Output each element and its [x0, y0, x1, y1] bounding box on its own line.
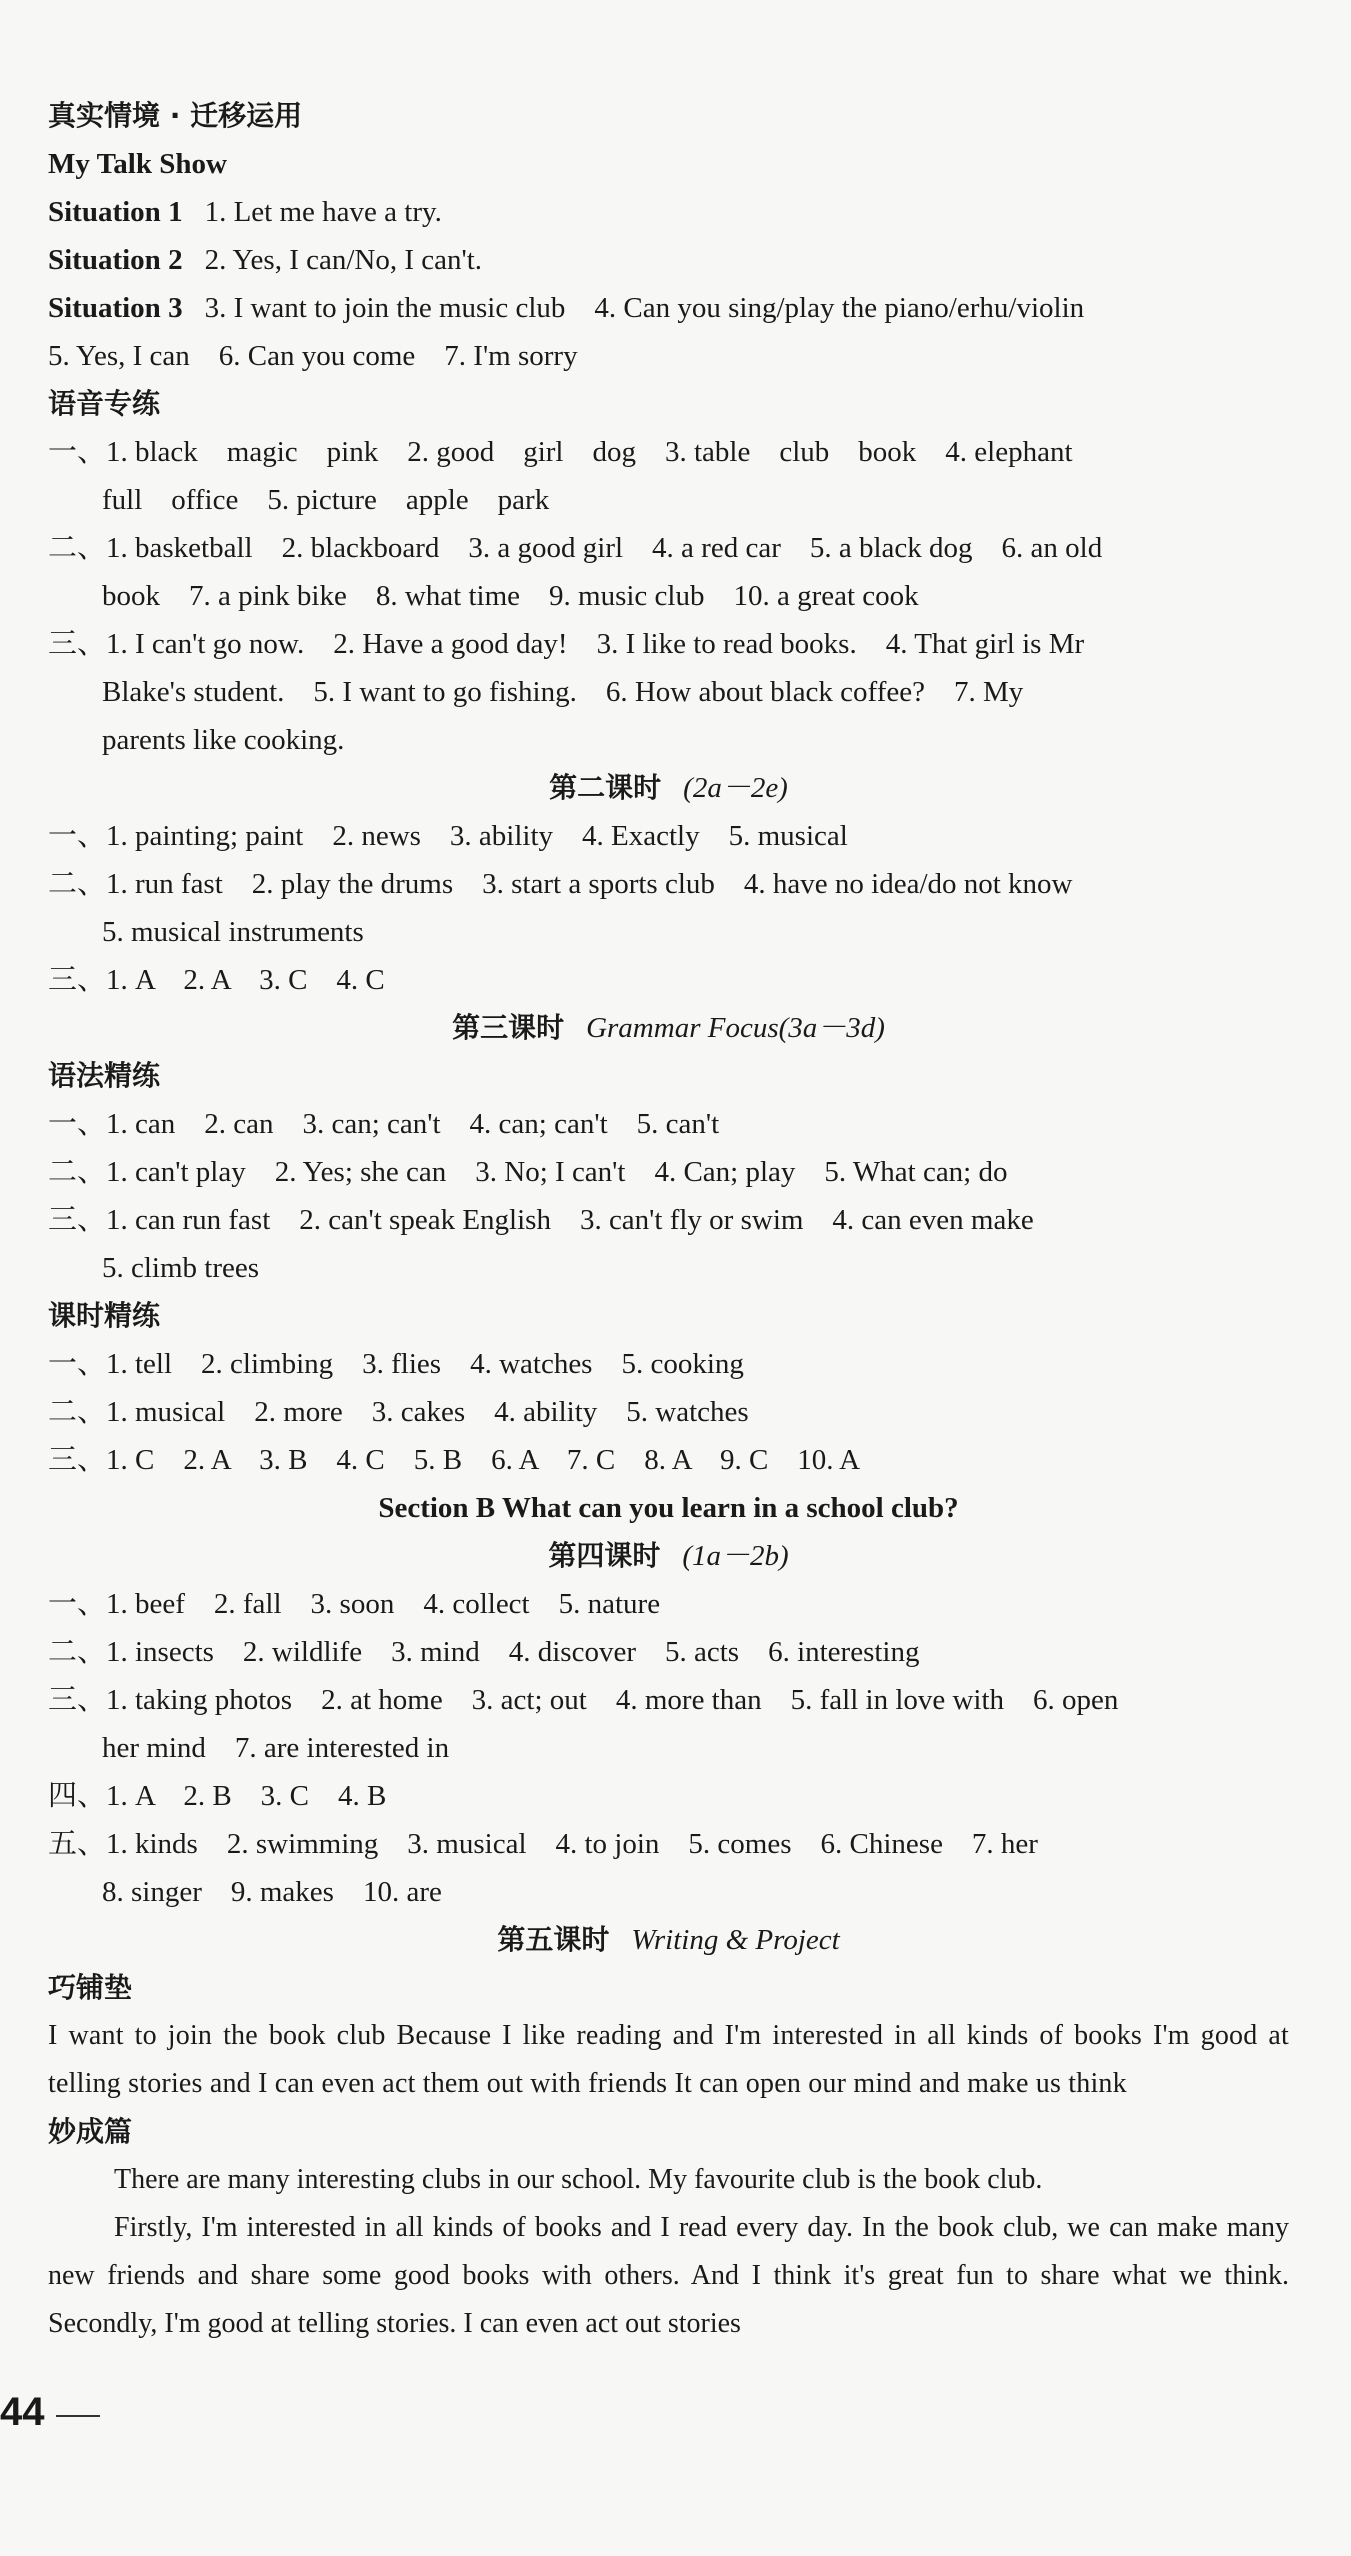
situation-2-label: Situation 2	[48, 244, 183, 276]
practice-q1: 一、1. tell 2. climbing 3. flies 4. watches 5. cooking	[48, 1348, 744, 1380]
lesson-2-q2-line2: 5. musical instruments	[102, 916, 364, 948]
practice-q3: 三、1. C 2. A 3. B 4. C 5. B 6. A 7. C 8. A 9. C 10. A	[48, 1444, 861, 1476]
lesson-2-q1: 一、1. painting; paint 2. news 3. ability 4. Exactly 5. musical	[48, 820, 848, 852]
phonics-q2-line2: book 7. a pink bike 8. what time 9. music club 10. a great cook	[102, 580, 919, 612]
situation-1-line	[48, 188, 1289, 236]
lesson-practice-title: 课时精练	[48, 1299, 161, 1332]
lesson-4-q5-line2: 8. singer 9. makes 10. are	[102, 1876, 442, 1908]
lesson-2-q3: 三、1. A 2. A 3. C 4. C	[48, 964, 385, 996]
situation-2-line	[48, 236, 1289, 284]
lesson-2-heading	[48, 764, 1289, 812]
situation-3-label: Situation 3	[48, 292, 183, 324]
lesson-4-range: (1a－2b)	[682, 1540, 789, 1572]
phonics-q3-line2: Blake's student. 5. I want to go fishing. 6. How about black coffee? 7. My	[102, 676, 1024, 708]
lesson-2-q2-line1: 二、1. run fast 2. play the drums 3. start a sports club 4. have no idea/do not know	[48, 868, 1073, 900]
section-b-title: Section B What can you learn in a school club?	[378, 1492, 959, 1524]
page-number-rule	[56, 2415, 100, 2417]
grammar-q2: 二、1. can't play 2. Yes; she can 3. No; I can't 4. Can; play 5. What can; do	[48, 1156, 1008, 1188]
situation-1-label: Situation 1	[48, 196, 183, 228]
grammar-practice-title: 语法精练	[48, 1059, 161, 1092]
lesson-4-q1: 一、1. beef 2. fall 3. soon 4. collect 5. nature	[48, 1588, 661, 1620]
lesson-5-subtitle: Writing & Project	[631, 1924, 840, 1956]
talk-show-title: My Talk Show	[48, 148, 227, 180]
preparation-title: 巧铺垫	[48, 1971, 133, 2004]
lesson-2-range: (2a－2e)	[683, 772, 788, 804]
phonics-q3-line1: 三、1. I can't go now. 2. Have a good day! 3. I like to read books. 4. That girl is Mr	[48, 628, 1085, 660]
preparation-text: I want to join the book club Because I like reading and I'm interested in all kinds of books I'm good at telling stories and I can even act them out with friends It can open our mind and make us think	[48, 2020, 1289, 2099]
lesson-4-q3-line2: her mind 7. are interested in	[102, 1732, 450, 1764]
situation-3-answer: 3. I want to join the music club 4. Can you sing/play the piano/erhu/violin	[204, 292, 1085, 324]
situation-3-continued: 5. Yes, I can 6. Can you come 7. I'm sorry	[48, 340, 578, 372]
lesson-3-heading	[48, 1004, 1289, 1052]
page-number: 44	[0, 2390, 45, 2434]
lesson-4-heading	[48, 1532, 1289, 1580]
essay-paragraph-2: Firstly, I'm interested in all kinds of books and I read every day. In the book club, we can make many new friends and share some good books with others. And I think it's great fun to share what we think. Secondly, I'm good at telling stories. I can even act out stories	[48, 2212, 1289, 2339]
lesson-4-q5-line1: 五、1. kinds 2. swimming 3. musical 4. to join 5. comes 6. Chinese 7. her	[48, 1828, 1038, 1860]
grammar-q3-line1: 三、1. can run fast 2. can't speak English 3. can't fly or swim 4. can even make	[48, 1204, 1034, 1236]
lesson-3-subtitle: Grammar Focus(3a－3d)	[586, 1012, 885, 1044]
situation-1-answer: 1. Let me have a try.	[204, 196, 442, 228]
grammar-q1: 一、1. can 2. can 3. can; can't 4. can; can't 5. can't	[48, 1108, 720, 1140]
practice-q2: 二、1. musical 2. more 3. cakes 4. ability 5. watches	[48, 1396, 749, 1428]
lesson-5-title: 第五课时	[497, 1923, 610, 1956]
lesson-4-q2: 二、1. insects 2. wildlife 3. mind 4. discover 5. acts 6. interesting	[48, 1636, 920, 1668]
lesson-5-heading	[48, 1916, 1289, 1964]
essay-paragraph-1: There are many interesting clubs in our school. My favourite club is the book club.	[114, 2164, 1043, 2195]
phonics-q2-line1: 二、1. basketball 2. blackboard 3. a good girl 4. a red car 5. a black dog 6. an old	[48, 532, 1103, 564]
section-title-real-situation: 真实情境 · 迁移运用	[48, 99, 303, 132]
lesson-4-title: 第四课时	[548, 1539, 661, 1572]
lesson-2-title: 第二课时	[549, 771, 662, 804]
lesson-3-title: 第三课时	[452, 1011, 565, 1044]
situation-2-answer: 2. Yes, I can/No, I can't.	[204, 244, 483, 276]
phonics-q1-line2: full office 5. picture apple park	[102, 484, 550, 516]
essay-title: 妙成篇	[48, 2115, 133, 2148]
lesson-4-q4: 四、1. A 2. B 3. C 4. B	[48, 1780, 387, 1812]
grammar-q3-line2: 5. climb trees	[102, 1252, 260, 1284]
lesson-4-q3-line1: 三、1. taking photos 2. at home 3. act; out 4. more than 5. fall in love with 6. open	[48, 1684, 1119, 1716]
phonics-q3-line3: parents like cooking.	[102, 724, 345, 756]
phonics-q1-line1: 一、1. black magic pink 2. good girl dog 3. table club book 4. elephant	[48, 436, 1073, 468]
phonics-title: 语音专练	[48, 387, 161, 420]
situation-3-line	[48, 284, 1289, 332]
